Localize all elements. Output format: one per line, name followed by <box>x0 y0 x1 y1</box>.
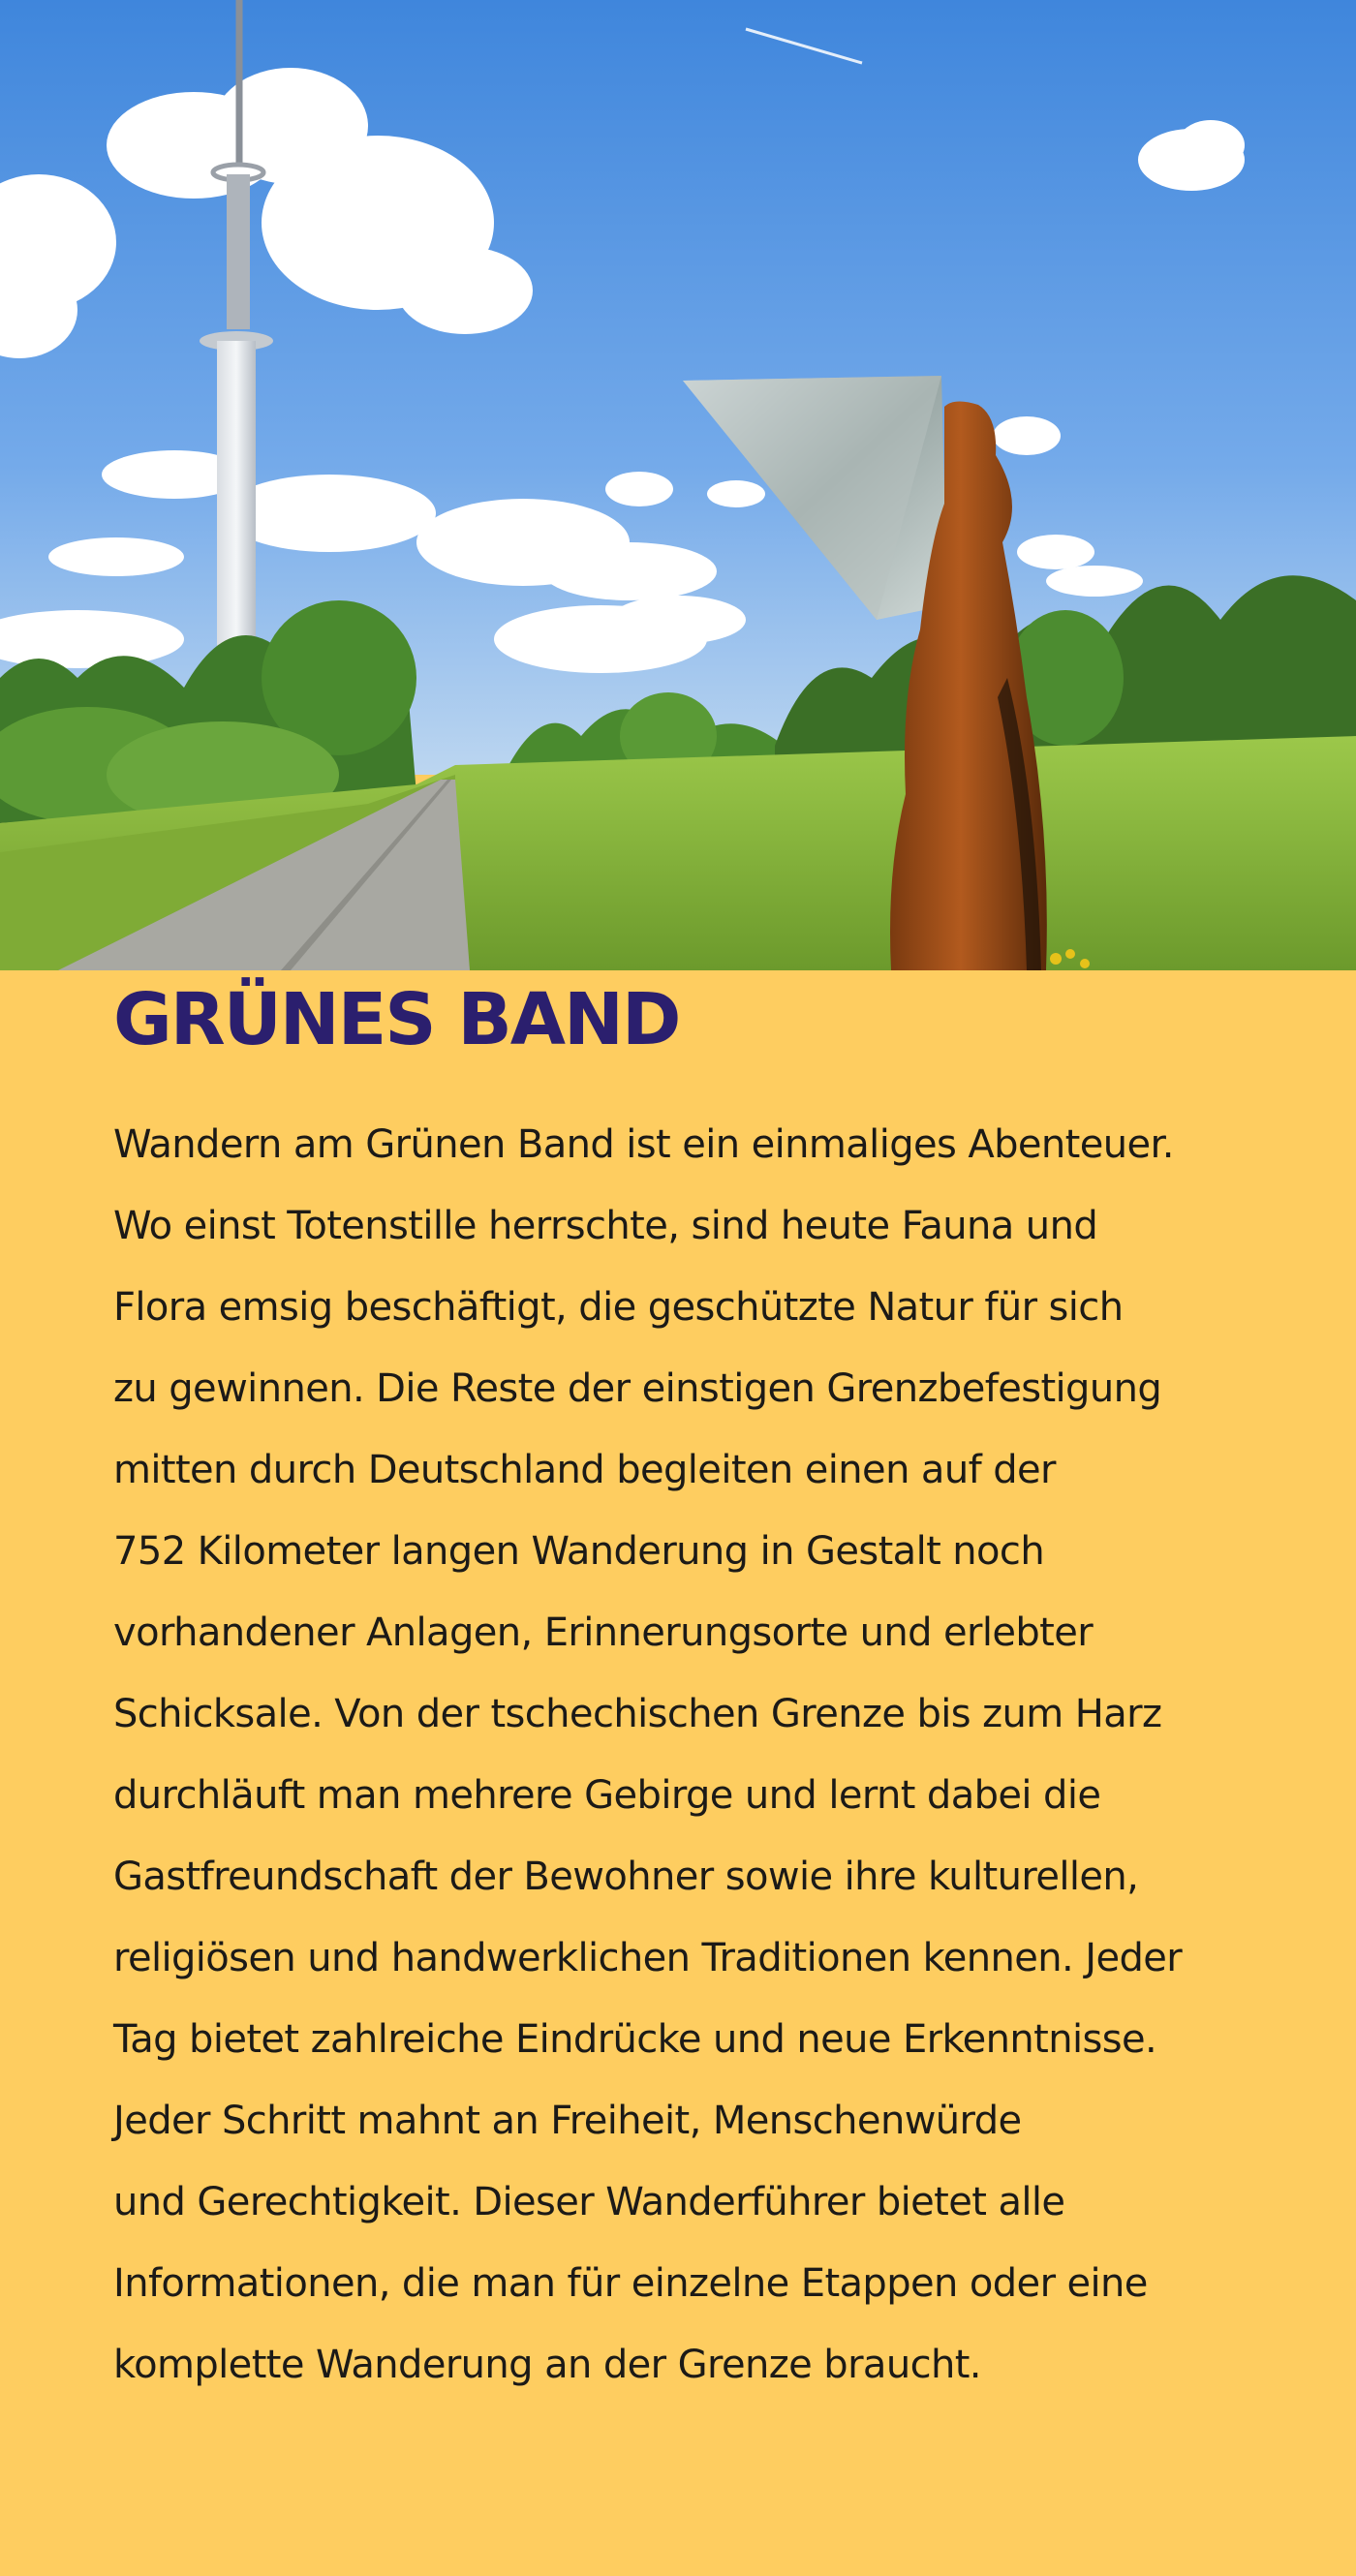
paragraph-line: Wandern am Grünen Band ist ein einmaliges Abenteuer. <box>113 1122 1174 1167</box>
paragraph-line: mitten durch Deutschland begleiten einen auf der <box>113 1448 1056 1492</box>
paragraph-line: Informationen, die man für einzelne Etappen oder eine <box>113 2261 1148 2306</box>
paragraph-line: durchläuft man mehrere Gebirge und lernt dabei die <box>113 1773 1101 1818</box>
paragraph-line: vorhandener Anlagen, Erinnerungsorte und erlebter <box>113 1610 1094 1655</box>
paragraph-line: religiösen und handwerklichen Traditionen kennen. Jeder <box>113 1936 1183 1980</box>
paragraph-line: Schicksale. Von der tschechischen Grenze bis zum Harz <box>113 1692 1162 1736</box>
paragraph-line: komplette Wanderung an der Grenze braucht. <box>113 2343 981 2387</box>
paragraph-line: Flora emsig beschäftigt, die geschützte Natur für sich <box>113 1285 1124 1330</box>
intro-paragraph <box>113 1104 1334 2406</box>
page-title: GRÜNES BAND <box>113 978 680 1061</box>
paragraph-line: Jeder Schritt mahnt an Freiheit, Menschenwürde <box>113 2099 1022 2143</box>
paragraph-line: Gastfreundschaft der Bewohner sowie ihre kulturellen, <box>113 1855 1139 1899</box>
paragraph-line: 752 Kilometer langen Wanderung in Gestalt noch <box>113 1529 1045 1574</box>
cover-photo <box>0 0 1356 970</box>
landscape-photo-illustration <box>0 0 1356 970</box>
paragraph-line: zu gewinnen. Die Reste der einstigen Grenzbefestigung <box>113 1366 1162 1411</box>
paragraph-line: Tag bietet zahlreiche Eindrücke und neue Erkenntnisse. <box>113 2017 1157 2062</box>
paragraph-line: und Gerechtigkeit. Dieser Wanderführer bietet alle <box>113 2180 1065 2224</box>
paragraph-line: Wo einst Totenstille herrschte, sind heute Fauna und <box>113 1204 1098 1248</box>
